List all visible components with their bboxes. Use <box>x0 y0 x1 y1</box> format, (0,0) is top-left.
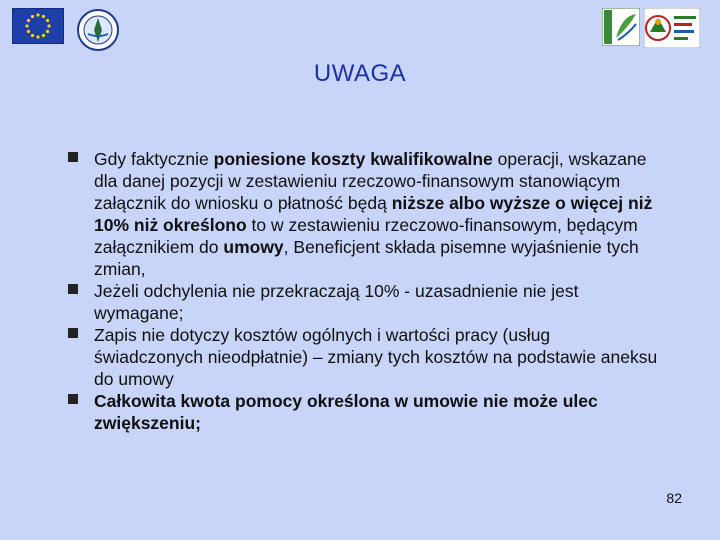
eu-star-icon <box>47 24 50 27</box>
bullet-item <box>62 390 662 434</box>
eu-star-icon <box>46 19 49 22</box>
eu-star-icon <box>42 15 45 18</box>
bullet-text: Zapis nie dotyczy kosztów ogólnych i wartości pracy (usług świadczonych nieodpłatnie) – zmiany tych kosztów na podstawie aneksu do umowy <box>94 325 658 389</box>
bullet-marker-icon <box>68 328 78 338</box>
bullet-item <box>62 148 662 280</box>
bullet-marker-icon <box>68 394 78 404</box>
eu-star-icon <box>31 15 34 18</box>
bullet-item <box>62 280 662 324</box>
eu-star-icon <box>36 13 39 16</box>
eu-star-icon <box>27 30 30 33</box>
bullet-marker-icon <box>68 284 78 294</box>
eu-star-icon <box>36 35 39 38</box>
bullet-text: operacji, wskazane dla danej pozycji w zestawieniu rzeczowo-finansowym stanowiącym załącznik do wniosku o płatność będą <box>94 149 647 213</box>
bullet-text: Gdy faktycznie <box>94 149 214 169</box>
prow-logo-icon <box>644 8 700 48</box>
bullet-text-bold: niższe albo wyższe o więcej niż 10% niż określono <box>94 193 653 235</box>
eu-star-icon <box>27 19 30 22</box>
bullet-text-bold: umowy <box>223 237 284 257</box>
slide-title: UWAGA <box>313 60 407 87</box>
bullet-text: , Beneficjent składa pisemne wyjaśnienie tych zmian, <box>94 237 639 279</box>
bullet-marker-icon <box>68 152 78 162</box>
eu-star-icon <box>42 34 45 37</box>
eu-star-icon <box>46 30 49 33</box>
bullet-list <box>62 148 662 434</box>
round-emblem-icon <box>76 8 120 52</box>
bullet-text: to w zestawieniu rzeczowo-finansowym, będącym załącznikiem do <box>94 215 638 257</box>
bullet-text-bold: poniesione koszty kwalifikowalne <box>213 149 493 169</box>
bullet-text: Jeżeli odchylenia nie przekraczają 10% - uzasadnienie nie jest wymagane; <box>94 281 579 323</box>
bullet-item <box>62 324 662 390</box>
eu-star-icon <box>25 24 28 27</box>
eu-flag-icon <box>12 8 64 44</box>
eu-star-icon <box>31 34 34 37</box>
page-number: 82 <box>666 490 682 506</box>
leader-logo-icon <box>602 8 640 46</box>
bullet-text-bold: Całkowita kwota pomocy określona w umowie nie może ulec zwiększeniu; <box>94 391 598 433</box>
